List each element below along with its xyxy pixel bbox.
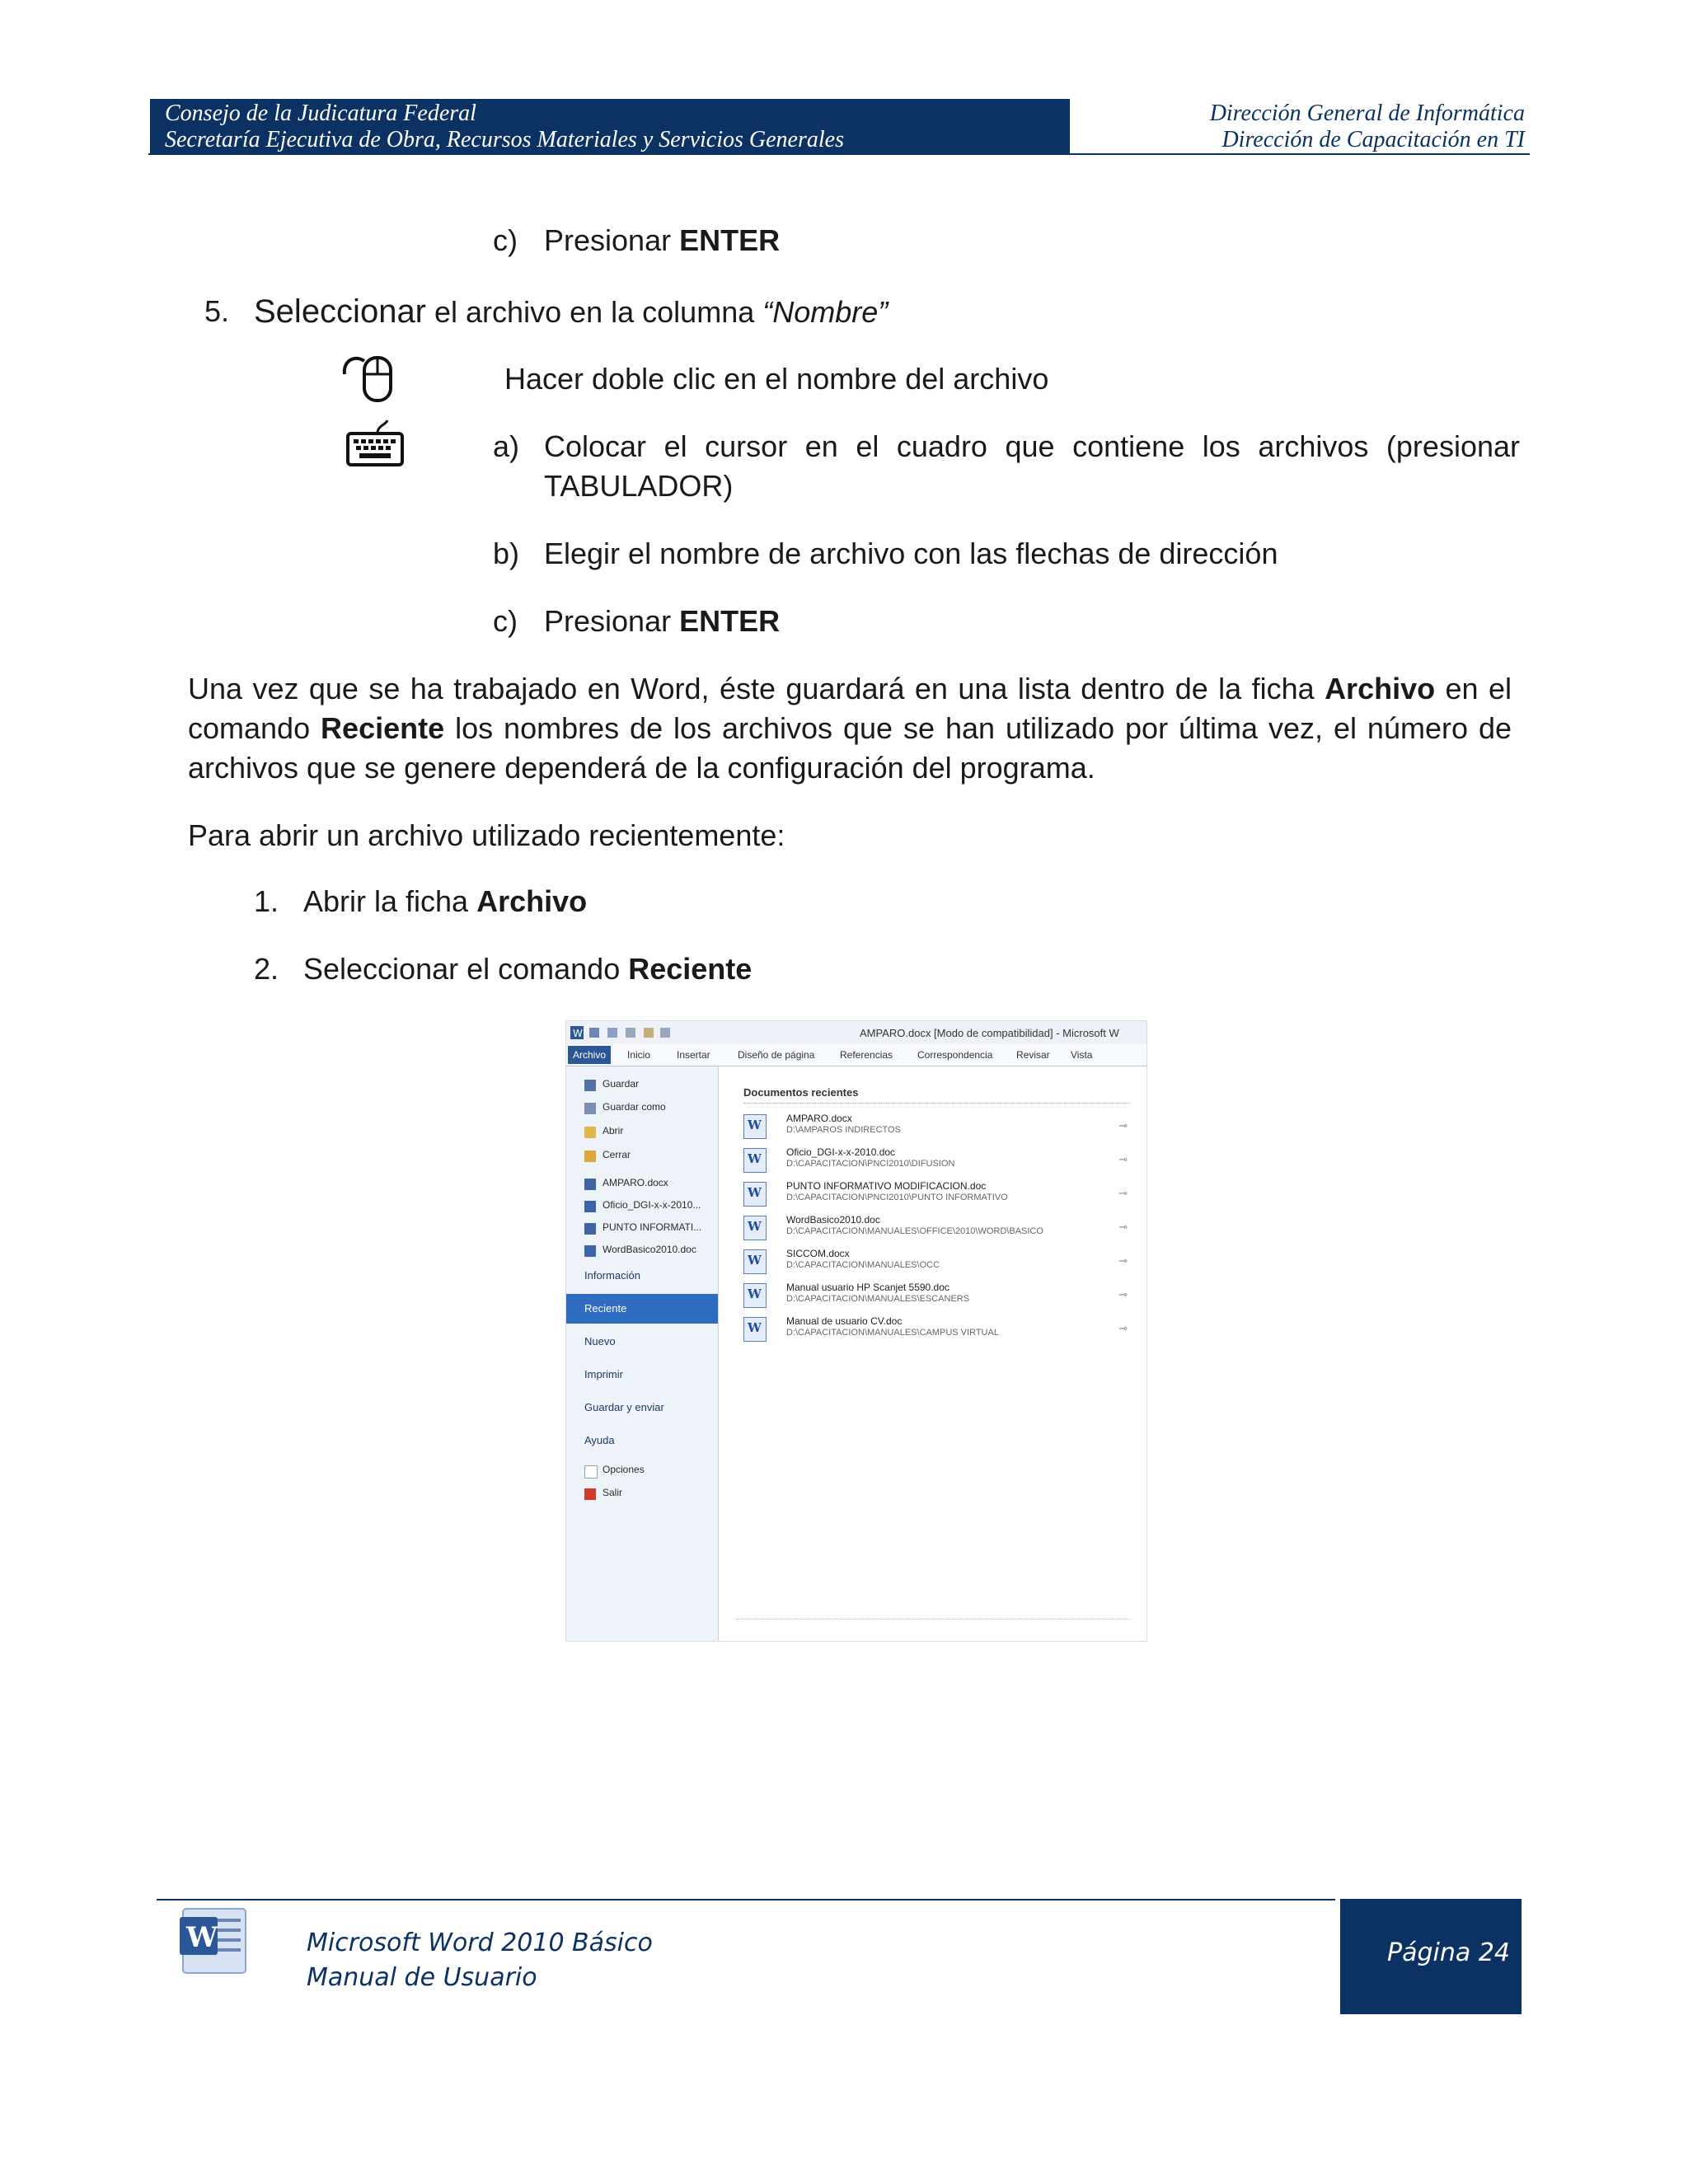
header-left-line2: Secretaría Ejecutiva de Obra, Recursos Materiales y Servicios Generales bbox=[165, 127, 844, 152]
word-backstage-screenshot bbox=[565, 1020, 1147, 1642]
page-number: Página 24 bbox=[1387, 1938, 1510, 1967]
word-doc-icon bbox=[743, 1283, 767, 1308]
pin-icon[interactable]: ⊸ bbox=[1118, 1153, 1128, 1165]
doc-name: WordBasico2010.doc bbox=[786, 1214, 880, 1226]
tab-insertar[interactable]: Insertar bbox=[677, 1049, 710, 1061]
nav-cerrar[interactable]: Cerrar bbox=[603, 1149, 631, 1160]
paragraph-open-recent: Para abrir un archivo utilizado recientemente: bbox=[188, 818, 785, 852]
list-bold: Archivo bbox=[476, 884, 588, 918]
tab-correspondencia[interactable]: Correspondencia bbox=[917, 1049, 993, 1061]
step-a bbox=[493, 427, 1520, 506]
folder-close-icon bbox=[584, 1151, 596, 1162]
mouse-instruction: Hacer doble clic en el nombre del archivo bbox=[504, 362, 1049, 396]
tab-diseno[interactable]: Diseño de página bbox=[738, 1049, 815, 1061]
step-marker: 5. bbox=[204, 294, 230, 328]
nav-recent-doc[interactable]: AMPARO.docx bbox=[603, 1177, 668, 1188]
svg-text:W: W bbox=[186, 1921, 218, 1954]
para-bold: Reciente bbox=[321, 711, 445, 745]
tab-vista[interactable]: Vista bbox=[1071, 1049, 1093, 1061]
doc-path: D:\CAPACITACION\PNCI2010\DIFUSION bbox=[786, 1159, 955, 1169]
nav-abrir[interactable]: Abrir bbox=[603, 1125, 624, 1137]
doc-name: PUNTO INFORMATIVO MODIFICACION.doc bbox=[786, 1180, 987, 1192]
list-bold: Reciente bbox=[628, 952, 753, 986]
word-doc-icon bbox=[743, 1114, 767, 1139]
folder-open-icon bbox=[584, 1127, 596, 1138]
header-left-band bbox=[150, 99, 1070, 153]
list-text: Abrir la ficha bbox=[303, 884, 477, 918]
step-verb: Seleccionar bbox=[254, 293, 427, 330]
word-doc-icon bbox=[584, 1223, 596, 1235]
word-doc-icon bbox=[584, 1179, 596, 1190]
exit-icon bbox=[584, 1488, 596, 1500]
keyboard-icon bbox=[345, 419, 407, 470]
list-text: Seleccionar el comando bbox=[303, 952, 629, 986]
recent-doc-item[interactable] bbox=[743, 1282, 1139, 1313]
nav-salir[interactable]: Salir bbox=[603, 1487, 623, 1498]
header-right-line1: Dirección General de Informática bbox=[1209, 101, 1525, 126]
doc-name: Oficio_DGI-x-x-2010.doc bbox=[786, 1146, 896, 1158]
list-marker: 2. bbox=[254, 952, 279, 986]
doc-path: D:\CAPACITACION\PNCI2010\PUNTO INFORMATIVO bbox=[786, 1193, 1008, 1202]
window-title: AMPARO.docx [Modo de compatibilidad] - Microsoft W bbox=[860, 1027, 1119, 1039]
save-as-icon bbox=[584, 1103, 596, 1114]
footer-subtitle: Manual de Usuario bbox=[307, 1963, 537, 1992]
nav-recent-doc[interactable]: WordBasico2010.doc bbox=[603, 1244, 696, 1255]
paragraph-recent-intro bbox=[188, 669, 1512, 788]
recent-doc-item[interactable] bbox=[743, 1248, 1139, 1279]
doc-path: D:\CAPACITACION\MANUALES\ESCANERS bbox=[786, 1294, 970, 1304]
pin-icon[interactable]: ⊸ bbox=[1118, 1187, 1128, 1199]
step-text: el archivo en la columna bbox=[426, 295, 763, 329]
header-right bbox=[1080, 99, 1525, 153]
pin-icon[interactable]: ⊸ bbox=[1118, 1322, 1128, 1334]
step-text: Elegir el nombre de archivo con las flechas de dirección bbox=[544, 537, 1278, 570]
word-logo-icon bbox=[176, 1904, 251, 1978]
nav-guardar-enviar[interactable]: Guardar y enviar bbox=[584, 1401, 664, 1413]
step-marker: c) bbox=[493, 604, 518, 638]
para-text: archivos que se genere dependerá de la configuración del programa. bbox=[188, 751, 1095, 785]
nav-ayuda[interactable]: Ayuda bbox=[584, 1434, 615, 1446]
step-marker: c) bbox=[493, 223, 518, 257]
recent-doc-item[interactable] bbox=[743, 1180, 1139, 1212]
nav-guardar-como[interactable]: Guardar como bbox=[603, 1101, 666, 1113]
word-doc-icon bbox=[584, 1245, 596, 1257]
doc-name: Manual usuario HP Scanjet 5590.doc bbox=[786, 1282, 950, 1293]
nav-recent-doc[interactable]: PUNTO INFORMATI... bbox=[603, 1221, 702, 1233]
recent-documents-rule bbox=[743, 1103, 1131, 1104]
nav-informacion[interactable]: Información bbox=[584, 1269, 640, 1282]
pin-icon[interactable]: ⊸ bbox=[1118, 1119, 1128, 1132]
recent-doc-item[interactable] bbox=[743, 1214, 1139, 1245]
para-text: los nombres de los archivos que se han utilizado por última vez, el número de bbox=[444, 711, 1512, 745]
doc-name: SICCOM.docx bbox=[786, 1248, 850, 1259]
nav-imprimir[interactable]: Imprimir bbox=[584, 1368, 623, 1380]
word-doc-icon bbox=[743, 1249, 767, 1274]
pin-icon[interactable]: ⊸ bbox=[1118, 1288, 1128, 1301]
mouse-icon bbox=[340, 349, 402, 404]
doc-path: D:\CAPACITACION\MANUALES\CAMPUS VIRTUAL bbox=[786, 1328, 999, 1338]
nav-reciente-label: Reciente bbox=[584, 1302, 627, 1315]
step-a-line2: TABULADOR) bbox=[544, 469, 734, 503]
tab-referencias[interactable]: Referencias bbox=[840, 1049, 893, 1061]
pin-icon[interactable]: ⊸ bbox=[1118, 1221, 1128, 1233]
recent-doc-item[interactable] bbox=[743, 1113, 1139, 1144]
step-italic: “Nombre” bbox=[762, 295, 889, 329]
header-left-line1: Consejo de la Judicatura Federal bbox=[165, 101, 476, 126]
doc-name: Manual de usuario CV.doc bbox=[786, 1315, 903, 1327]
options-icon bbox=[584, 1465, 598, 1479]
step-text: Presionar bbox=[544, 223, 680, 257]
tab-revisar[interactable]: Revisar bbox=[1016, 1049, 1050, 1061]
word-doc-icon bbox=[743, 1317, 767, 1342]
recent-doc-item[interactable] bbox=[743, 1315, 1139, 1347]
step-marker: a) bbox=[493, 429, 520, 463]
para-text: Una vez que se ha trabajado en Word, éste guardará en una lista dentro de la ficha bbox=[188, 672, 1325, 705]
ribbon-tabs bbox=[566, 1044, 1146, 1066]
backstage-nav bbox=[566, 1066, 719, 1641]
window-titlebar bbox=[566, 1021, 1146, 1044]
nav-recent-doc[interactable]: Oficio_DGI-x-x-2010... bbox=[603, 1199, 701, 1211]
save-icon bbox=[584, 1080, 596, 1091]
para-text: comando bbox=[188, 711, 321, 745]
nav-guardar[interactable]: Guardar bbox=[603, 1078, 640, 1090]
footer-title: Microsoft Word 2010 Básico bbox=[307, 1929, 653, 1957]
quick-access-toolbar bbox=[589, 1027, 672, 1038]
doc-path: D:\CAPACITACION\MANUALES\OCC bbox=[786, 1260, 940, 1270]
nav-opciones[interactable]: Opciones bbox=[603, 1464, 645, 1475]
step-marker: b) bbox=[493, 537, 520, 570]
nav-reciente-selected[interactable] bbox=[566, 1294, 718, 1324]
list-marker: 1. bbox=[254, 884, 279, 918]
recent-documents-title: Documentos recientes bbox=[743, 1086, 859, 1099]
header-right-line2: Dirección de Capacitación en TI bbox=[1221, 127, 1525, 152]
pin-icon[interactable]: ⊸ bbox=[1118, 1254, 1128, 1267]
word-doc-icon bbox=[743, 1148, 767, 1173]
doc-name: AMPARO.docx bbox=[786, 1113, 852, 1124]
doc-path: D:\CAPACITACION\MANUALES\OFFICE\2010\WORD\BASICO bbox=[786, 1226, 1043, 1236]
word-app-icon bbox=[570, 1025, 584, 1040]
step-5 bbox=[204, 292, 889, 331]
step-bold: ENTER bbox=[679, 604, 781, 638]
nav-nuevo[interactable]: Nuevo bbox=[584, 1335, 616, 1347]
step-text: Presionar bbox=[544, 604, 680, 638]
step-bold: ENTER bbox=[679, 223, 781, 257]
tab-inicio[interactable]: Inicio bbox=[627, 1049, 651, 1061]
header-rule bbox=[148, 153, 1530, 155]
word-doc-icon bbox=[743, 1216, 767, 1240]
word-doc-icon bbox=[584, 1201, 596, 1212]
para-text: en el bbox=[1435, 672, 1512, 705]
doc-path: D:\AMPAROS INDIRECTOS bbox=[786, 1125, 901, 1135]
word-doc-icon bbox=[743, 1182, 767, 1207]
footer-rule bbox=[157, 1899, 1335, 1900]
footer-page-box bbox=[1340, 1899, 1522, 2014]
tab-archivo[interactable]: Archivo bbox=[568, 1046, 611, 1064]
svg-text:W: W bbox=[573, 1028, 583, 1039]
para-bold: Archivo bbox=[1325, 672, 1436, 705]
recent-documents-pane bbox=[719, 1066, 1146, 1641]
step-a-line1: Colocar el cursor en el cuadro que contiene los archivos (presionar bbox=[544, 429, 1520, 463]
recent-doc-item[interactable] bbox=[743, 1146, 1139, 1178]
